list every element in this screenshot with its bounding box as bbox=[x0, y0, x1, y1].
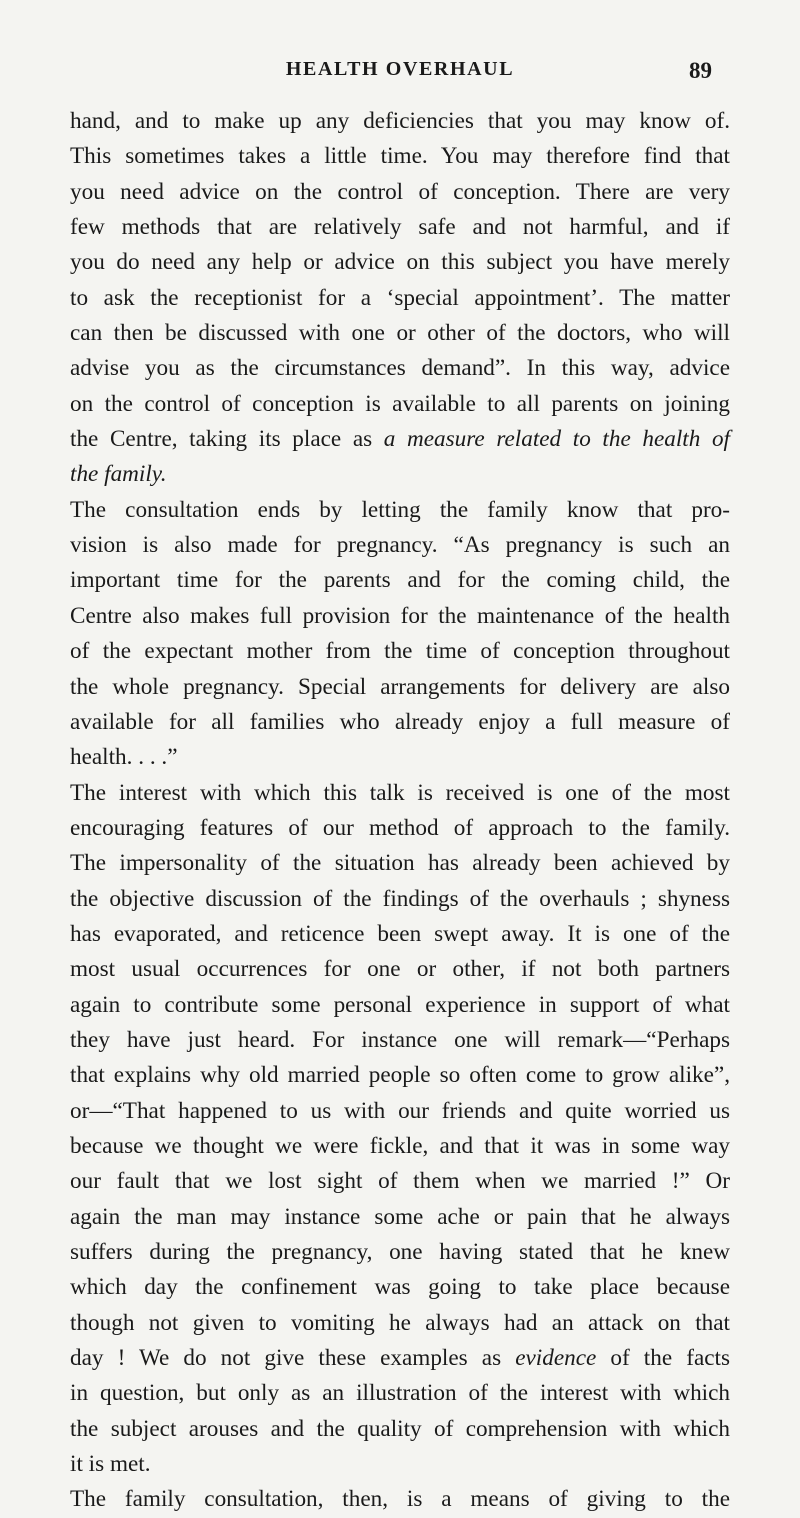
text-line: the subject arouses and the quality of comprehension with which bbox=[70, 1415, 730, 1442]
text-line: vision is also made for pregnancy. “As pregnancy is such an bbox=[70, 532, 730, 559]
text-line: because we thought we were fickle, and that it was in some way bbox=[70, 1132, 730, 1159]
text-line: on the control of conception is available to all parents on joining bbox=[70, 390, 730, 417]
paragraph bbox=[70, 1482, 730, 1517]
paragraph bbox=[70, 104, 730, 493]
text-line: The impersonality of the situation has already been achieved by bbox=[70, 850, 730, 877]
text-run: of the facts bbox=[596, 1345, 730, 1372]
emphasis-text: the family. bbox=[70, 461, 167, 488]
running-head bbox=[0, 58, 800, 98]
text-run: the Centre, taking its place as bbox=[70, 426, 384, 453]
text-line: has evaporated, and reticence been swept away. It is one of the bbox=[70, 920, 730, 947]
text-line: encouraging features of our method of approach to the family. bbox=[70, 814, 730, 841]
text-line: you do need any help or advice on this subject you have merely bbox=[70, 249, 730, 276]
text-line: few methods that are relatively safe and not harmful, and if bbox=[70, 214, 730, 241]
paragraph bbox=[70, 776, 730, 1483]
text-line: you need advice on the control of conception. There are very bbox=[70, 178, 730, 205]
emphasis-text: a measure related to the health of bbox=[383, 426, 730, 453]
text-line: advise you as the circumstances demand”. In this way, advice bbox=[70, 355, 730, 382]
text-line: the whole pregnancy. Special arrangements for delivery are also bbox=[70, 673, 730, 700]
text-line: The interest with which this talk is received is one of the most bbox=[70, 779, 730, 806]
text-line: health. . . .” bbox=[70, 744, 178, 771]
text-line: they have just heard. For instance one will remark—“Perhaps bbox=[70, 1026, 730, 1053]
text-line: This sometimes takes a little time. You may therefore find that bbox=[70, 143, 730, 170]
text-line: of the expectant mother from the time of conception throughout bbox=[70, 638, 730, 665]
running-head-title: HEALTH OVERHAUL bbox=[285, 58, 515, 80]
text-run: day ! We do not give these examples as bbox=[70, 1345, 516, 1372]
page-number: 89 bbox=[689, 58, 712, 83]
text-line: The family consultation, then, is a means of giving to the bbox=[70, 1486, 730, 1513]
text-line: or—“That happened to us with our friends and quite worried us bbox=[70, 1097, 730, 1124]
body-text bbox=[70, 104, 730, 1518]
paragraph bbox=[70, 493, 730, 776]
text-line: hand, and to make up any deficiencies that you may know of. bbox=[70, 108, 730, 134]
text-line: available for all families who already enjoy a full measure of bbox=[70, 708, 730, 735]
text-line: which day the confinement was going to take place because bbox=[70, 1274, 730, 1301]
text-line: to ask the receptionist for a ‘special appointment’. The matter bbox=[70, 284, 730, 311]
text-line bbox=[70, 457, 730, 492]
text-line: in question, but only as an illustration of the interest with which bbox=[70, 1380, 730, 1407]
text-line: important time for the parents and for the coming child, the bbox=[70, 567, 730, 594]
text-line: most usual occurrences for one or other, if not both partners bbox=[70, 956, 730, 983]
text-line: Centre also makes full provision for the maintenance of the health bbox=[70, 602, 730, 629]
emphasis-text: evidence bbox=[515, 1345, 597, 1372]
text-line: suffers during the pregnancy, one having stated that he knew bbox=[70, 1239, 730, 1265]
text-line bbox=[70, 422, 730, 457]
text-line: again the man may instance some ache or pain that he always bbox=[70, 1203, 730, 1230]
text-line: that explains why old married people so often come to grow alike”, bbox=[70, 1062, 730, 1089]
text-line bbox=[70, 1341, 730, 1376]
text-line: The consultation ends by letting the family know that pro- bbox=[70, 496, 730, 523]
text-line: though not given to vomiting he always had an attack on that bbox=[70, 1309, 730, 1336]
text-line: our fault that we lost sight of them when we married !” Or bbox=[70, 1168, 730, 1195]
text-line: can then be discussed with one or other of the doctors, who will bbox=[70, 320, 730, 347]
text-line: again to contribute some personal experience in support of what bbox=[70, 991, 730, 1018]
text-line: it is met. bbox=[70, 1451, 151, 1478]
text-line: the objective discussion of the findings of the overhauls ; shyness bbox=[70, 885, 730, 912]
